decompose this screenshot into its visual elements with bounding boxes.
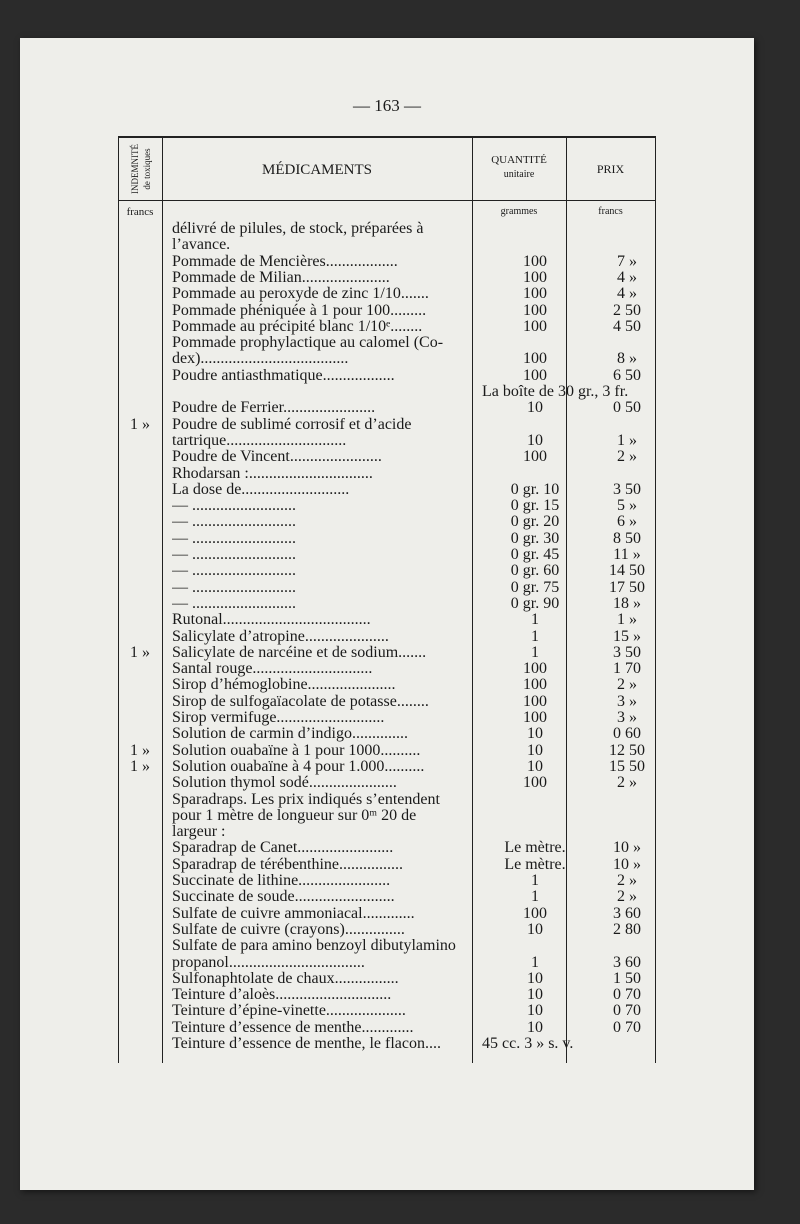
table-row — [118, 384, 655, 400]
header-quantite — [472, 154, 566, 180]
price-cell: 7 » — [617, 253, 637, 270]
price-cell: 0 70 — [613, 1019, 641, 1036]
medication-cell: — .......................... — [172, 563, 296, 580]
quantity-cell: 10 — [527, 726, 543, 743]
quantity-cell: 1 — [531, 954, 539, 971]
price-cell: 3 » — [617, 693, 637, 710]
table-row — [118, 612, 655, 628]
table-row — [118, 1003, 655, 1019]
price-cell: 0 50 — [613, 400, 641, 417]
price-cell: 10 » — [613, 856, 641, 873]
medication-cell: pour 1 mètre de longueur sur 0ᵐ 20 de — [172, 807, 417, 824]
price-cell: 2 80 — [613, 921, 641, 938]
quantity-cell: 100 — [523, 269, 547, 286]
table-row — [118, 400, 655, 416]
indemnity-cell: 1 » — [130, 758, 150, 775]
medication-cell: l’avance. — [172, 237, 231, 254]
medication-cell: Sparadraps. Les prix indiqués s’entendent — [172, 791, 440, 808]
table-row — [118, 792, 655, 808]
quantity-cell: 45 cc. 3 » s. v. — [482, 1036, 574, 1052]
medication-cell: Poudre de Vincent....................... — [172, 449, 382, 466]
price-cell: 15 50 — [609, 758, 645, 775]
price-cell: 0 70 — [613, 987, 641, 1004]
medication-cell: Sirop vermifuge........................... — [172, 710, 385, 726]
quantity-cell: 0 gr. 20 — [510, 514, 560, 531]
table-row — [118, 596, 655, 612]
table-row — [118, 286, 655, 302]
table-row — [118, 808, 655, 824]
price-cell: 2 » — [617, 449, 637, 466]
price-cell: 15 » — [613, 628, 641, 645]
unit-indemnite: francs — [126, 206, 154, 218]
table-row — [118, 417, 655, 433]
table-row — [118, 514, 655, 530]
quantity-cell: 1 — [531, 889, 539, 906]
quantity-cell: 10 — [527, 1019, 543, 1036]
medication-cell: tartrique.............................. — [172, 432, 347, 449]
quantity-cell: 100 — [523, 253, 547, 270]
price-cell: 11 » — [613, 547, 641, 563]
price-table — [118, 136, 655, 1063]
indemnity-cell: 1 » — [130, 416, 150, 433]
medication-cell: — .......................... — [172, 498, 296, 515]
medication-cell: — .......................... — [172, 547, 296, 563]
quantity-cell: 0 gr. 15 — [510, 498, 560, 515]
price-cell: 3 50 — [613, 644, 641, 661]
table-row — [118, 840, 655, 856]
medication-cell: Poudre de sublimé corrosif et d’acide — [172, 416, 412, 433]
quantity-cell: 10 — [527, 758, 543, 775]
price-cell: 1 » — [617, 432, 637, 449]
medication-cell: Sulfate de cuivre ammoniacal............. — [172, 905, 415, 922]
quantity-cell: 0 gr. 30 — [510, 530, 560, 547]
header-rule — [118, 200, 655, 201]
header-indemnite — [124, 140, 158, 198]
table-row — [118, 580, 655, 596]
medication-cell: Teinture d’essence de menthe, le flacon.... — [172, 1036, 441, 1052]
header-prix: PRIX — [596, 162, 625, 176]
price-cell: 12 50 — [609, 742, 645, 759]
header-quantite-line2: unitaire — [503, 169, 535, 180]
table-row — [118, 531, 655, 547]
price-cell: 4 » — [617, 269, 637, 286]
table-row — [118, 955, 655, 971]
medication-cell: Pommade au peroxyde de zinc 1/10....... — [172, 286, 429, 303]
quantity-cell: 0 gr. 90 — [510, 595, 560, 612]
medication-cell: Solution de carmin d’indigo.............. — [172, 726, 408, 743]
header-indemnite-line1: INDEMNITÉ — [130, 144, 140, 194]
medication-cell: largeur : — [172, 824, 226, 841]
quantity-cell: 10 — [527, 921, 543, 938]
quantity-cell: 0 gr. 45 — [510, 547, 560, 563]
quantity-cell: 100 — [523, 302, 547, 319]
quantity-cell: 100 — [523, 367, 547, 384]
price-cell: 3 » — [617, 710, 637, 726]
table-row — [118, 710, 655, 726]
quantity-cell: 100 — [523, 710, 547, 726]
price-cell: 14 50 — [609, 563, 645, 580]
indemnity-cell: 1 » — [130, 644, 150, 661]
table-row — [118, 563, 655, 579]
price-cell: 2 » — [617, 775, 637, 792]
price-cell: 0 70 — [613, 1003, 641, 1020]
table-row — [118, 629, 655, 645]
table-row — [118, 906, 655, 922]
table-row — [118, 449, 655, 465]
quantity-cell: 10 — [527, 742, 543, 759]
quantity-cell: La boîte de 30 gr., 3 fr. — [482, 384, 629, 400]
quantity-cell: 100 — [523, 351, 547, 368]
header-quantite-line1: QUANTITÉ — [491, 154, 547, 166]
header-indemnite-line2: de toxiques — [142, 148, 152, 190]
medication-cell: Pommade de Milian...................... — [172, 269, 390, 286]
table-row — [118, 938, 655, 954]
table-row — [118, 661, 655, 677]
price-cell: 2 » — [617, 889, 637, 906]
quantity-cell: 1 — [531, 644, 539, 661]
medication-cell: — .......................... — [172, 514, 296, 531]
price-cell: 6 » — [617, 514, 637, 531]
medication-cell: Rutonal..................................... — [172, 612, 371, 629]
medication-cell: Poudre de Ferrier....................... — [172, 400, 376, 417]
table-row — [118, 498, 655, 514]
price-cell: 6 50 — [613, 367, 641, 384]
unit-prix: francs — [598, 206, 623, 217]
table-row — [118, 254, 655, 270]
quantity-cell: 1 — [531, 612, 539, 629]
medication-cell: propanol.................................. — [172, 954, 365, 971]
medication-cell: Teinture d’épine-vinette.................... — [172, 1003, 406, 1020]
header-medicaments: MÉDICAMENTS — [261, 162, 372, 178]
quantity-cell: 100 — [523, 775, 547, 792]
quantity-cell: 1 — [531, 873, 539, 889]
table-row — [118, 743, 655, 759]
quantity-cell: 100 — [523, 677, 547, 694]
table-row — [118, 759, 655, 775]
medication-cell: Sirop de sulfogaïacolate de potasse........ — [172, 693, 429, 710]
table-row — [118, 335, 655, 351]
table-row — [118, 303, 655, 319]
price-cell: 8 » — [617, 351, 637, 368]
quantity-cell: 0 gr. 10 — [510, 481, 560, 498]
table-top-rule — [118, 136, 655, 138]
medication-cell: Sirop d’hémoglobine...................... — [172, 677, 396, 694]
table-row — [118, 1020, 655, 1036]
indemnity-cell: 1 » — [130, 742, 150, 759]
quantity-cell: 0 gr. 60 — [510, 563, 560, 580]
medication-cell: Pommade au précipité blanc 1/10ᵉ........ — [172, 318, 423, 335]
medication-cell: Salicylate de narcéine et de sodium....... — [172, 644, 427, 661]
medication-cell: — .......................... — [172, 595, 296, 612]
price-cell: 1 » — [617, 612, 637, 629]
price-cell: 4 50 — [613, 318, 641, 335]
price-cell: 1 70 — [613, 661, 641, 678]
price-cell: 8 50 — [613, 530, 641, 547]
table-row — [118, 971, 655, 987]
medication-cell: Sparadrap de térébenthine................ — [172, 856, 404, 873]
medication-cell: La dose de........................... — [172, 481, 350, 498]
table-row — [118, 857, 655, 873]
price-cell: 10 » — [613, 840, 641, 857]
quantity-cell: 100 — [523, 286, 547, 303]
medication-cell: Sulfate de para amino benzoyl dibutylamino — [172, 938, 456, 955]
table-row — [118, 824, 655, 840]
table-row — [118, 1036, 655, 1052]
table-row — [118, 547, 655, 563]
medication-cell: Solution ouabaïne à 1 pour 1000.......... — [172, 742, 421, 759]
medication-cell: Sparadrap de Canet........................ — [172, 840, 394, 857]
medication-cell: — .......................... — [172, 530, 296, 547]
quantity-cell: 100 — [523, 449, 547, 466]
table-row — [118, 221, 655, 237]
table-row — [118, 889, 655, 905]
table-row — [118, 694, 655, 710]
table-row — [118, 677, 655, 693]
medication-cell: Pommade phéniquée à 1 pour 100......... — [172, 302, 427, 319]
table-row — [118, 433, 655, 449]
book-page — [20, 38, 754, 1190]
table-row — [118, 319, 655, 335]
price-cell: 2 » — [617, 677, 637, 694]
table-row — [118, 466, 655, 482]
medication-cell: Solution thymol sodé...................... — [172, 775, 397, 792]
unit-quantite: grammes — [500, 206, 538, 217]
price-cell: 5 » — [617, 498, 637, 515]
price-cell: 0 60 — [613, 726, 641, 743]
medication-cell: délivré de pilules, de stock, préparées à — [172, 221, 424, 237]
quantity-cell: 100 — [523, 693, 547, 710]
medication-cell: dex)..................................... — [172, 351, 349, 368]
medication-cell: Santal rouge.............................. — [172, 661, 373, 678]
table-row — [118, 351, 655, 367]
medication-cell: Teinture d’essence de menthe............. — [172, 1019, 414, 1036]
price-cell: 17 50 — [609, 579, 645, 596]
medication-cell: Teinture d’aloès............................. — [172, 987, 392, 1004]
price-cell: 4 » — [617, 286, 637, 303]
quantity-cell: 100 — [523, 905, 547, 922]
quantity-cell: 10 — [527, 1003, 543, 1020]
medication-cell: Pommade de Mencières.................. — [172, 253, 398, 270]
price-cell: 1 50 — [613, 970, 641, 987]
quantity-cell: 100 — [523, 318, 547, 335]
medication-cell: Sulfonaphtolate de chaux................ — [172, 970, 399, 987]
medication-cell: Succinate de lithine....................... — [172, 873, 391, 889]
quantity-cell: 0 gr. 75 — [510, 579, 560, 596]
table-row — [118, 482, 655, 498]
price-cell: 3 60 — [613, 905, 641, 922]
quantity-cell: 100 — [523, 661, 547, 678]
medication-cell: Sulfate de cuivre (crayons)............... — [172, 921, 405, 938]
quantity-cell: 1 — [531, 628, 539, 645]
table-row — [118, 368, 655, 384]
medication-cell: Succinate de soude......................... — [172, 889, 395, 906]
quantity-cell: 10 — [527, 987, 543, 1004]
table-row — [118, 987, 655, 1003]
medication-cell: Poudre antiasthmatique.................. — [172, 367, 395, 384]
medication-cell: Solution ouabaïne à 4 pour 1.000.......... — [172, 758, 425, 775]
page-number: — 163 — — [353, 96, 421, 115]
quantity-cell: 10 — [527, 970, 543, 987]
table-row — [118, 270, 655, 286]
quantity-cell: 10 — [527, 400, 543, 417]
table-row — [118, 237, 655, 253]
medication-cell: Rhodarsan :............................... — [172, 465, 373, 482]
table-row — [118, 873, 655, 889]
price-cell: 2 50 — [613, 302, 641, 319]
quantity-cell: 10 — [527, 432, 543, 449]
table-row — [118, 726, 655, 742]
medication-cell: Salicylate d’atropine..................... — [172, 628, 389, 645]
price-cell: 2 » — [617, 873, 637, 889]
table-row — [118, 645, 655, 661]
medication-cell: — .......................... — [172, 579, 296, 596]
table-row — [118, 922, 655, 938]
price-cell: 18 » — [613, 595, 641, 612]
quantity-cell: Le mètre. — [504, 856, 566, 873]
price-cell: 3 60 — [613, 954, 641, 971]
table-row — [118, 775, 655, 791]
quantity-cell: Le mètre. — [504, 840, 566, 857]
price-cell: 3 50 — [613, 481, 641, 498]
medication-cell: Pommade prophylactique au calomel (Co- — [172, 335, 444, 352]
